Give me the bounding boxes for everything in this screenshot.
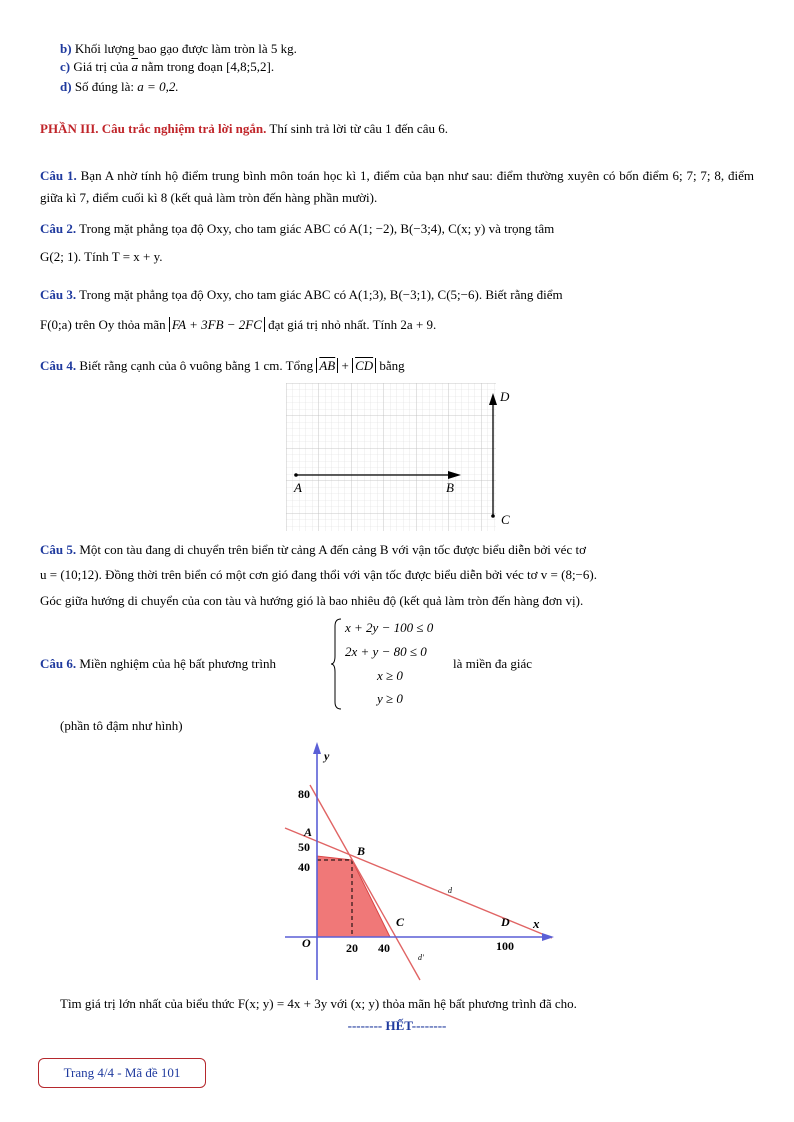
label-b: B	[446, 480, 454, 495]
vector-ab: $\overline{AB}$	[319, 358, 336, 373]
question-4: Câu 4. Biết rằng cạnh của ô vuông bằng 1 cm. Tổng $\overline{AB} + \overline{CD}$ bằng	[40, 358, 405, 373]
question-1-text: Bạn A nhờ tính hộ điểm trung bình môn toán học kì 1, điểm của bạn như sau: điểm thường xuyên có bốn điểm 6; 7; 7; 8, điểm giữa kì 7, điểm cuối kì 8 (kết quả làm tròn đến hàng phần mười).	[40, 168, 755, 205]
tick-x-40: 40	[378, 941, 390, 955]
question-1-label: Câu 1.	[40, 168, 77, 183]
question-3-line2-pre: F(0;a) trên Oy thỏa mãn	[40, 317, 166, 332]
system-brace	[331, 618, 343, 710]
question-6-text: Miền nghiệm của hệ bất phương trình	[79, 656, 276, 671]
question-6-label: Câu 6.	[40, 656, 77, 671]
question-3-label: Câu 3.	[40, 287, 77, 302]
question-2-line2-text: G(2; 1). Tính T = x + y.	[40, 249, 163, 264]
answer-c-symbol: $\overline{a}$	[131, 59, 138, 74]
point-a	[294, 473, 298, 477]
question-5-line3	[40, 592, 754, 610]
line-d-prime-label: d'	[418, 953, 424, 962]
vector-grid-figure	[286, 383, 526, 533]
y-axis-label: y	[324, 749, 330, 763]
question-5-line1: Một con tàu đang di chuyển trên biển từ cảng A đến cảng B với vận tốc được biểu diễn bởi véc tơ	[79, 542, 586, 557]
feasible-region	[317, 856, 390, 937]
question-5-line2-text: u = (10;12). Đồng thời trên biển có một cơn gió đang thổi với vận tốc được biểu diễn bởi véc tơ v = (8;−6).	[40, 567, 597, 582]
label-c: C	[501, 512, 510, 527]
end-mark	[0, 1018, 794, 1034]
answer-c	[60, 58, 754, 76]
answer-d	[60, 78, 754, 96]
point-c	[491, 514, 495, 518]
answer-d-formula: a = 0,2.	[137, 79, 179, 94]
abs-cd	[352, 358, 376, 373]
answer-b-label: b)	[60, 41, 72, 56]
tick-y-40: 40	[298, 860, 310, 874]
answer-b-text: Khối lượng bao gạo được làm tròn là 5 kg.	[74, 41, 297, 56]
x-axis-label: x	[533, 916, 540, 931]
question-6-note-text: (phần tô đậm như hình)	[60, 718, 183, 733]
answer-c-text: Giá trị của	[73, 59, 129, 74]
question-5-line2	[40, 566, 754, 584]
question-3	[40, 284, 754, 306]
feasible-region-graph	[280, 740, 560, 985]
vector-cd: $\overline{CD}$	[355, 358, 374, 373]
answer-d-text: Số đúng là:	[74, 79, 135, 94]
tick-x-100: 100	[496, 939, 514, 953]
answer-c-interval: [4,8;5,2].	[226, 59, 275, 74]
question-5-label: Câu 5.	[40, 542, 77, 557]
x-axis-arrow	[542, 933, 554, 941]
answer-c-label: c)	[60, 59, 71, 74]
point-a-label: A	[304, 825, 313, 839]
answer-b	[60, 40, 754, 58]
y-axis-arrow	[313, 742, 321, 754]
label-d: D	[500, 389, 510, 404]
abs-ab	[316, 358, 338, 373]
system-eq-4: y ≥ 0	[377, 691, 403, 706]
line-d-label: d	[448, 886, 452, 895]
grid-background	[286, 383, 496, 531]
origin-label: O	[302, 936, 311, 950]
end-mark-text: -------- HẾT--------	[347, 1018, 447, 1033]
system-eq-3: x ≥ 0	[377, 668, 403, 683]
tick-y-80: 80	[298, 787, 310, 801]
question-3-expr: FA + 3FB − 2FC	[171, 317, 262, 332]
point-c-label: C	[396, 915, 405, 929]
question-6-final-text: Tìm giá trị lớn nhất của biểu thức F(x; y) = 4x + 3y với (x; y) thỏa mãn hệ bất phương trình đã cho.	[60, 996, 577, 1011]
question-4-label: Câu 4.	[40, 358, 77, 373]
question-2-label: Câu 2.	[40, 221, 77, 236]
question-3-line2-post: đạt giá trị nhỏ nhất. Tính 2a + 9.	[268, 317, 437, 332]
question-6-text-post: là miền đa giác	[453, 656, 533, 671]
question-6-note	[60, 717, 754, 735]
tick-x-20: 20	[346, 941, 358, 955]
question-6-final	[60, 995, 754, 1013]
question-2-line2	[40, 248, 754, 266]
question-3-abs-expr	[169, 317, 265, 332]
part3-instruction: Thí sinh trả lời từ câu 1 đến câu 6.	[269, 121, 448, 136]
answer-d-label: d)	[60, 79, 72, 94]
label-a: A	[294, 480, 302, 495]
tick-y-50: 50	[298, 840, 310, 854]
question-4-text: Biết rằng cạnh của ô vuông bằng 1 cm. Tổng	[79, 358, 314, 373]
part3-heading	[40, 120, 754, 138]
question-3-line1: Trong mặt phẳng tọa độ Oxy, cho tam giác ABC có A(1;3), B(−3;1), C(5;−6). Biết rằng điểm	[79, 287, 563, 302]
point-d-label: D	[501, 915, 510, 929]
page-footer	[38, 1058, 206, 1088]
question-5-line3-text: Góc giữa hướng di chuyển của con tàu và hướng gió là bao nhiêu độ (kết quả làm tròn đến hàng đơn vị).	[40, 593, 584, 608]
part3-title: PHẦN III. Câu trắc nghiệm trả lời ngắn.	[40, 121, 267, 136]
question-5	[40, 539, 754, 561]
question-2	[40, 218, 754, 240]
point-b-label: B	[357, 844, 366, 858]
answer-c-text-post: nằm trong đoạn	[141, 59, 223, 74]
question-3-line2	[40, 316, 754, 334]
system-eq-1: x + 2y − 100 ≤ 0	[345, 620, 434, 635]
question-4-text-post: bằng	[379, 358, 405, 373]
question-6-tail	[453, 655, 754, 673]
footer-text: Trang 4/4 - Mã đề 101	[63, 1065, 181, 1080]
question-2-line1: Trong mặt phẳng tọa độ Oxy, cho tam giác ABC có A(1; −2), B(−3;4), C(x; y) và trọng tâm	[79, 221, 555, 236]
system-eq-2: 2x + y − 80 ≤ 0	[345, 644, 427, 659]
question-1	[40, 165, 754, 209]
